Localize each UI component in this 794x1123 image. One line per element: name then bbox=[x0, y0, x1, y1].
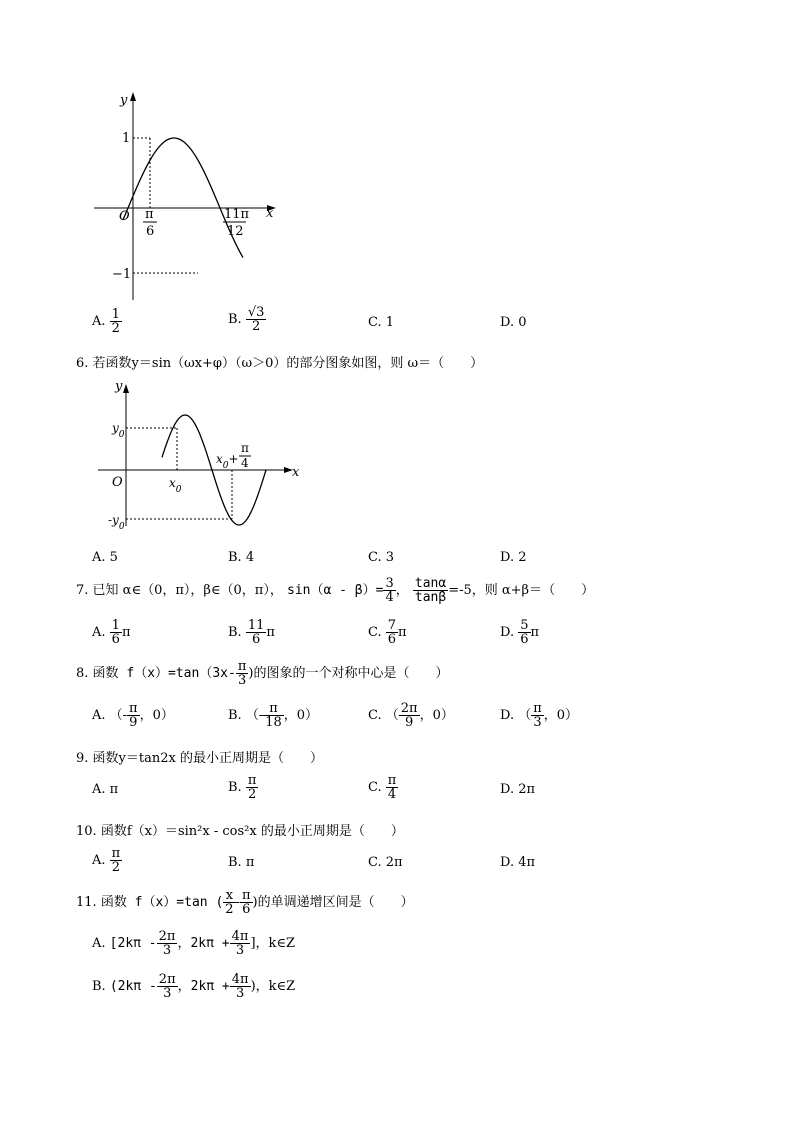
q10-option-a[interactable]: A. $\frac{\pi}{2}$ bbox=[92, 846, 121, 875]
q5-option-b[interactable]: B. $\frac{√3}{2}$ bbox=[228, 305, 265, 334]
x-tick-pi6-num: π bbox=[145, 207, 154, 222]
y-axis-label-2: y bbox=[115, 379, 123, 394]
q5-option-d[interactable]: D. 0 bbox=[500, 315, 527, 330]
y0-label: $y_0$ bbox=[112, 421, 125, 440]
q9-option-c[interactable]: C. $\frac{\pi}{4}$ bbox=[368, 773, 397, 802]
q8-option-a[interactable]: A. （- $\frac{\pi}{9}$ ，0） bbox=[92, 701, 174, 730]
x-tick-11pi12-num: 11π bbox=[224, 207, 250, 222]
question-10: 10. 函数f（x）＝sin²x - cos²x 的最小正周期是（ ） bbox=[76, 824, 404, 839]
question-8: 8. 函数 f（x）=tan（3x- $\frac{\pi}{3}$ )的图象的一个对称中心是（ ） bbox=[76, 659, 449, 688]
q7-option-c[interactable]: C. $\frac{7}{6}$ π bbox=[368, 618, 407, 647]
neg-y0-label: $-y_0$ bbox=[108, 513, 125, 532]
question-11: 11. 函数 f（x）=tan ( $\frac{x}{2}$ - $\frac{\pi}{6}$ )的单调递增区间是（ ） bbox=[76, 888, 414, 917]
q7-option-a[interactable]: A. $\frac{1}{6}$ π bbox=[92, 618, 131, 647]
q10-option-c[interactable]: C. 2π bbox=[368, 855, 403, 870]
sine-graph-1 bbox=[90, 90, 290, 305]
q9-option-d[interactable]: D. 2π bbox=[500, 782, 536, 797]
q6-option-c[interactable]: C. 3 bbox=[368, 550, 395, 565]
x0-plus-label: $x_0+$ bbox=[216, 452, 239, 471]
q10-option-b[interactable]: B. π bbox=[228, 855, 255, 870]
x0-label: $x_0$ bbox=[169, 476, 182, 495]
q6-option-d[interactable]: D. 2 bbox=[500, 550, 527, 565]
y-tick-1: 1 bbox=[122, 131, 131, 146]
q11-option-b[interactable]: B. (2kπ - $\frac{2\pi}{3}$ ，2kπ + $\frac{4\pi}{3}$ )，k∈Z bbox=[92, 972, 296, 1001]
q8-option-c[interactable]: C. （ $\frac{2\pi}{9}$ ，0） bbox=[368, 701, 454, 730]
x-axis-label-2: x bbox=[292, 465, 300, 480]
q7-option-b[interactable]: B. $\frac{11}{6}$ π bbox=[228, 618, 275, 647]
q6-option-b[interactable]: B. 4 bbox=[228, 550, 255, 565]
q5-option-c[interactable]: C. 1 bbox=[368, 315, 395, 330]
question-7: 7. 已知 α∈（0，π），β∈（0，π）， sin（α - β）= $\frac{3}{4}$ ， $\frac{\tan\alpha}{\tan\beta}$ =-5，则 α+β＝（ ） bbox=[76, 576, 595, 605]
q9-option-b[interactable]: B. $\frac{\pi}{2}$ bbox=[228, 773, 257, 802]
origin-label-2: O bbox=[112, 475, 123, 490]
x-axis-label: x bbox=[266, 206, 274, 221]
q6-option-a[interactable]: A. 5 bbox=[92, 550, 118, 565]
x-tick-pi6-den: 6 bbox=[146, 224, 155, 239]
question-9: 9. 函数y＝tan2x 的最小正周期是（ ） bbox=[76, 751, 323, 766]
pi-label: π bbox=[241, 441, 249, 455]
y-axis-label: y bbox=[120, 93, 128, 108]
sine-graph-2 bbox=[96, 376, 306, 536]
y-tick-minus-1: −1 bbox=[112, 267, 132, 282]
q8-option-b[interactable]: B. （- $\frac{\pi}{18}$ ，0） bbox=[228, 701, 319, 730]
four-label: 4 bbox=[241, 456, 249, 470]
q5-option-a[interactable]: A. $\frac{1}{2}$ bbox=[92, 307, 120, 336]
q7-option-d[interactable]: D. $\frac{5}{6}$ π bbox=[500, 618, 540, 647]
q9-option-a[interactable]: A. π bbox=[92, 782, 119, 797]
q10-option-d[interactable]: D. 4π bbox=[500, 855, 536, 870]
question-6: 6. 若函数y＝sin（ωx+φ）（ω＞0）的部分图象如图，则 ω＝（ ） bbox=[76, 356, 484, 371]
q8-option-d[interactable]: D. （ $\frac{\pi}{3}$ ，0） bbox=[500, 701, 579, 730]
origin-label: O bbox=[119, 209, 130, 224]
x-tick-11pi12-den: 12 bbox=[227, 224, 244, 239]
q11-option-a[interactable]: A. [2kπ - $\frac{2\pi}{3}$ ，2kπ + $\frac{4\pi}{3}$ ]，k∈Z bbox=[92, 929, 296, 958]
